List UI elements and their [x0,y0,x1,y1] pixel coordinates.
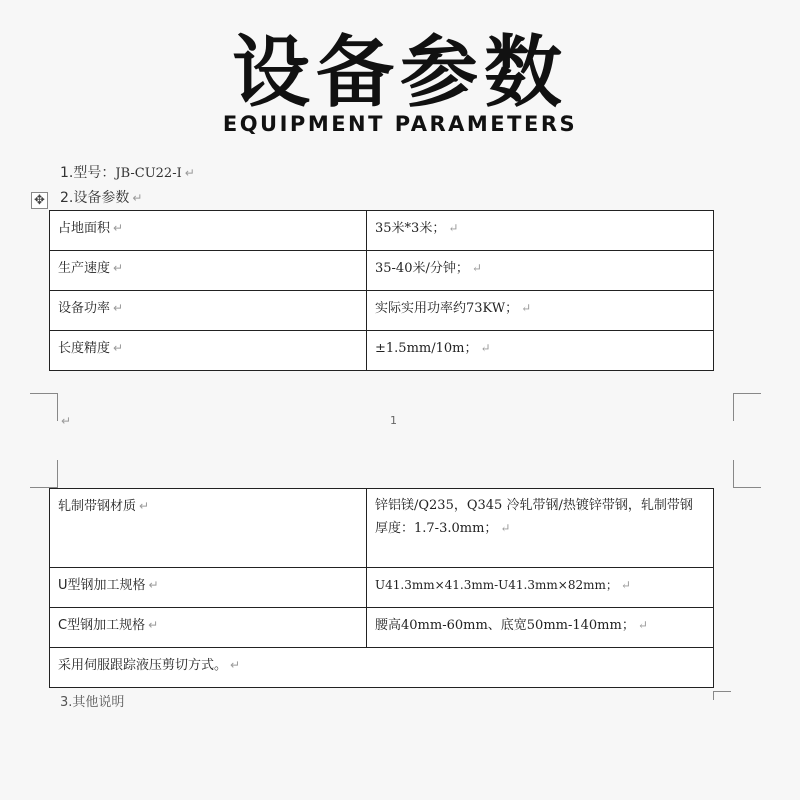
model-label: 1.型号： [60,165,116,181]
return-mark-icon: ↵ [184,166,195,180]
table-row [50,568,714,608]
table-cell-key[interactable]: 生产速度 ↵ [50,251,367,291]
return-mark-icon: ↵ [113,221,124,235]
table-cell-value[interactable]: U41.3mm×41.3mm-U41.3mm×82mm； ↵ [367,568,714,608]
return-mark-icon: ↵ [148,618,159,632]
page-corner-mark [713,691,731,700]
return-mark-icon: ↵ [148,578,159,592]
table-cell-value[interactable]: 腰高40mm-60mm、底宽50mm-140mm； ↵ [367,608,714,648]
table-cell-value[interactable]: 锌铝镁/Q235，Q345 冷轧带钢/热镀锌带钢，轧制带钢厚度：1.7-3.0mm； ↵ [367,489,714,568]
params-table-2[interactable] [49,488,714,688]
return-mark-icon: ↵ [637,618,648,632]
return-mark-icon: ↵ [500,521,511,535]
return-mark-icon: ↵ [448,221,459,235]
return-mark-icon: ↵ [113,341,124,355]
table-row [50,211,714,251]
return-mark-icon: ↵ [521,301,532,315]
table-row [50,291,714,331]
table-cell-key[interactable]: C型钢加工规格 ↵ [50,608,367,648]
return-mark-icon: ↵ [139,499,150,513]
page-subtitle: EQUIPMENT PARAMETERS [222,112,578,136]
page-corner-mark [30,460,58,488]
table-row [50,648,714,688]
page-corner-mark [733,460,761,488]
cut-off-paragraph: 3.其他说明 [60,695,125,710]
table-cell-value[interactable]: 35-40米/分钟； ↵ [367,251,714,291]
page-number: 1 [390,414,397,427]
table-row [50,608,714,648]
table-cell-full[interactable]: 采用伺服跟踪液压剪切方式。 ↵ [50,648,714,688]
return-mark-icon: ↵ [61,414,72,428]
params-heading-label: 2.设备参数 [60,190,130,206]
model-line [60,163,195,184]
table-cell-key[interactable]: 轧制带钢材质 ↵ [50,489,367,568]
return-mark-icon: ↵ [113,301,124,315]
return-mark-icon: ↵ [113,261,124,275]
table-cell-value[interactable]: ±1.5mm/10m； ↵ [367,331,714,371]
table-row [50,251,714,291]
table-cell-key[interactable]: 长度精度 ↵ [50,331,367,371]
model-value: JB-CU22-Ⅰ [115,166,182,181]
table-move-handle-icon[interactable]: ✥ [31,192,48,209]
table-cell-key[interactable]: 占地面积 ↵ [50,211,367,251]
table-cell-key[interactable]: U型钢加工规格 ↵ [50,568,367,608]
table-cell-key[interactable]: 设备功率 ↵ [50,291,367,331]
page-corner-mark [733,393,761,421]
table-cell-value[interactable]: 实际实用功率约73KW； ↵ [367,291,714,331]
return-mark-icon: ↵ [471,261,482,275]
params-heading [60,188,142,208]
table-cell-value[interactable]: 35米*3米； ↵ [367,211,714,251]
return-mark-icon: ↵ [132,191,143,205]
return-mark-icon: ↵ [480,341,491,355]
table-row [50,489,714,568]
table-row [50,331,714,371]
page-title: 设备参数 [231,28,568,118]
page-corner-mark [30,393,58,421]
return-mark-icon: ↵ [230,658,241,672]
return-mark-icon: ↵ [620,578,631,592]
params-table-1[interactable] [49,210,714,371]
